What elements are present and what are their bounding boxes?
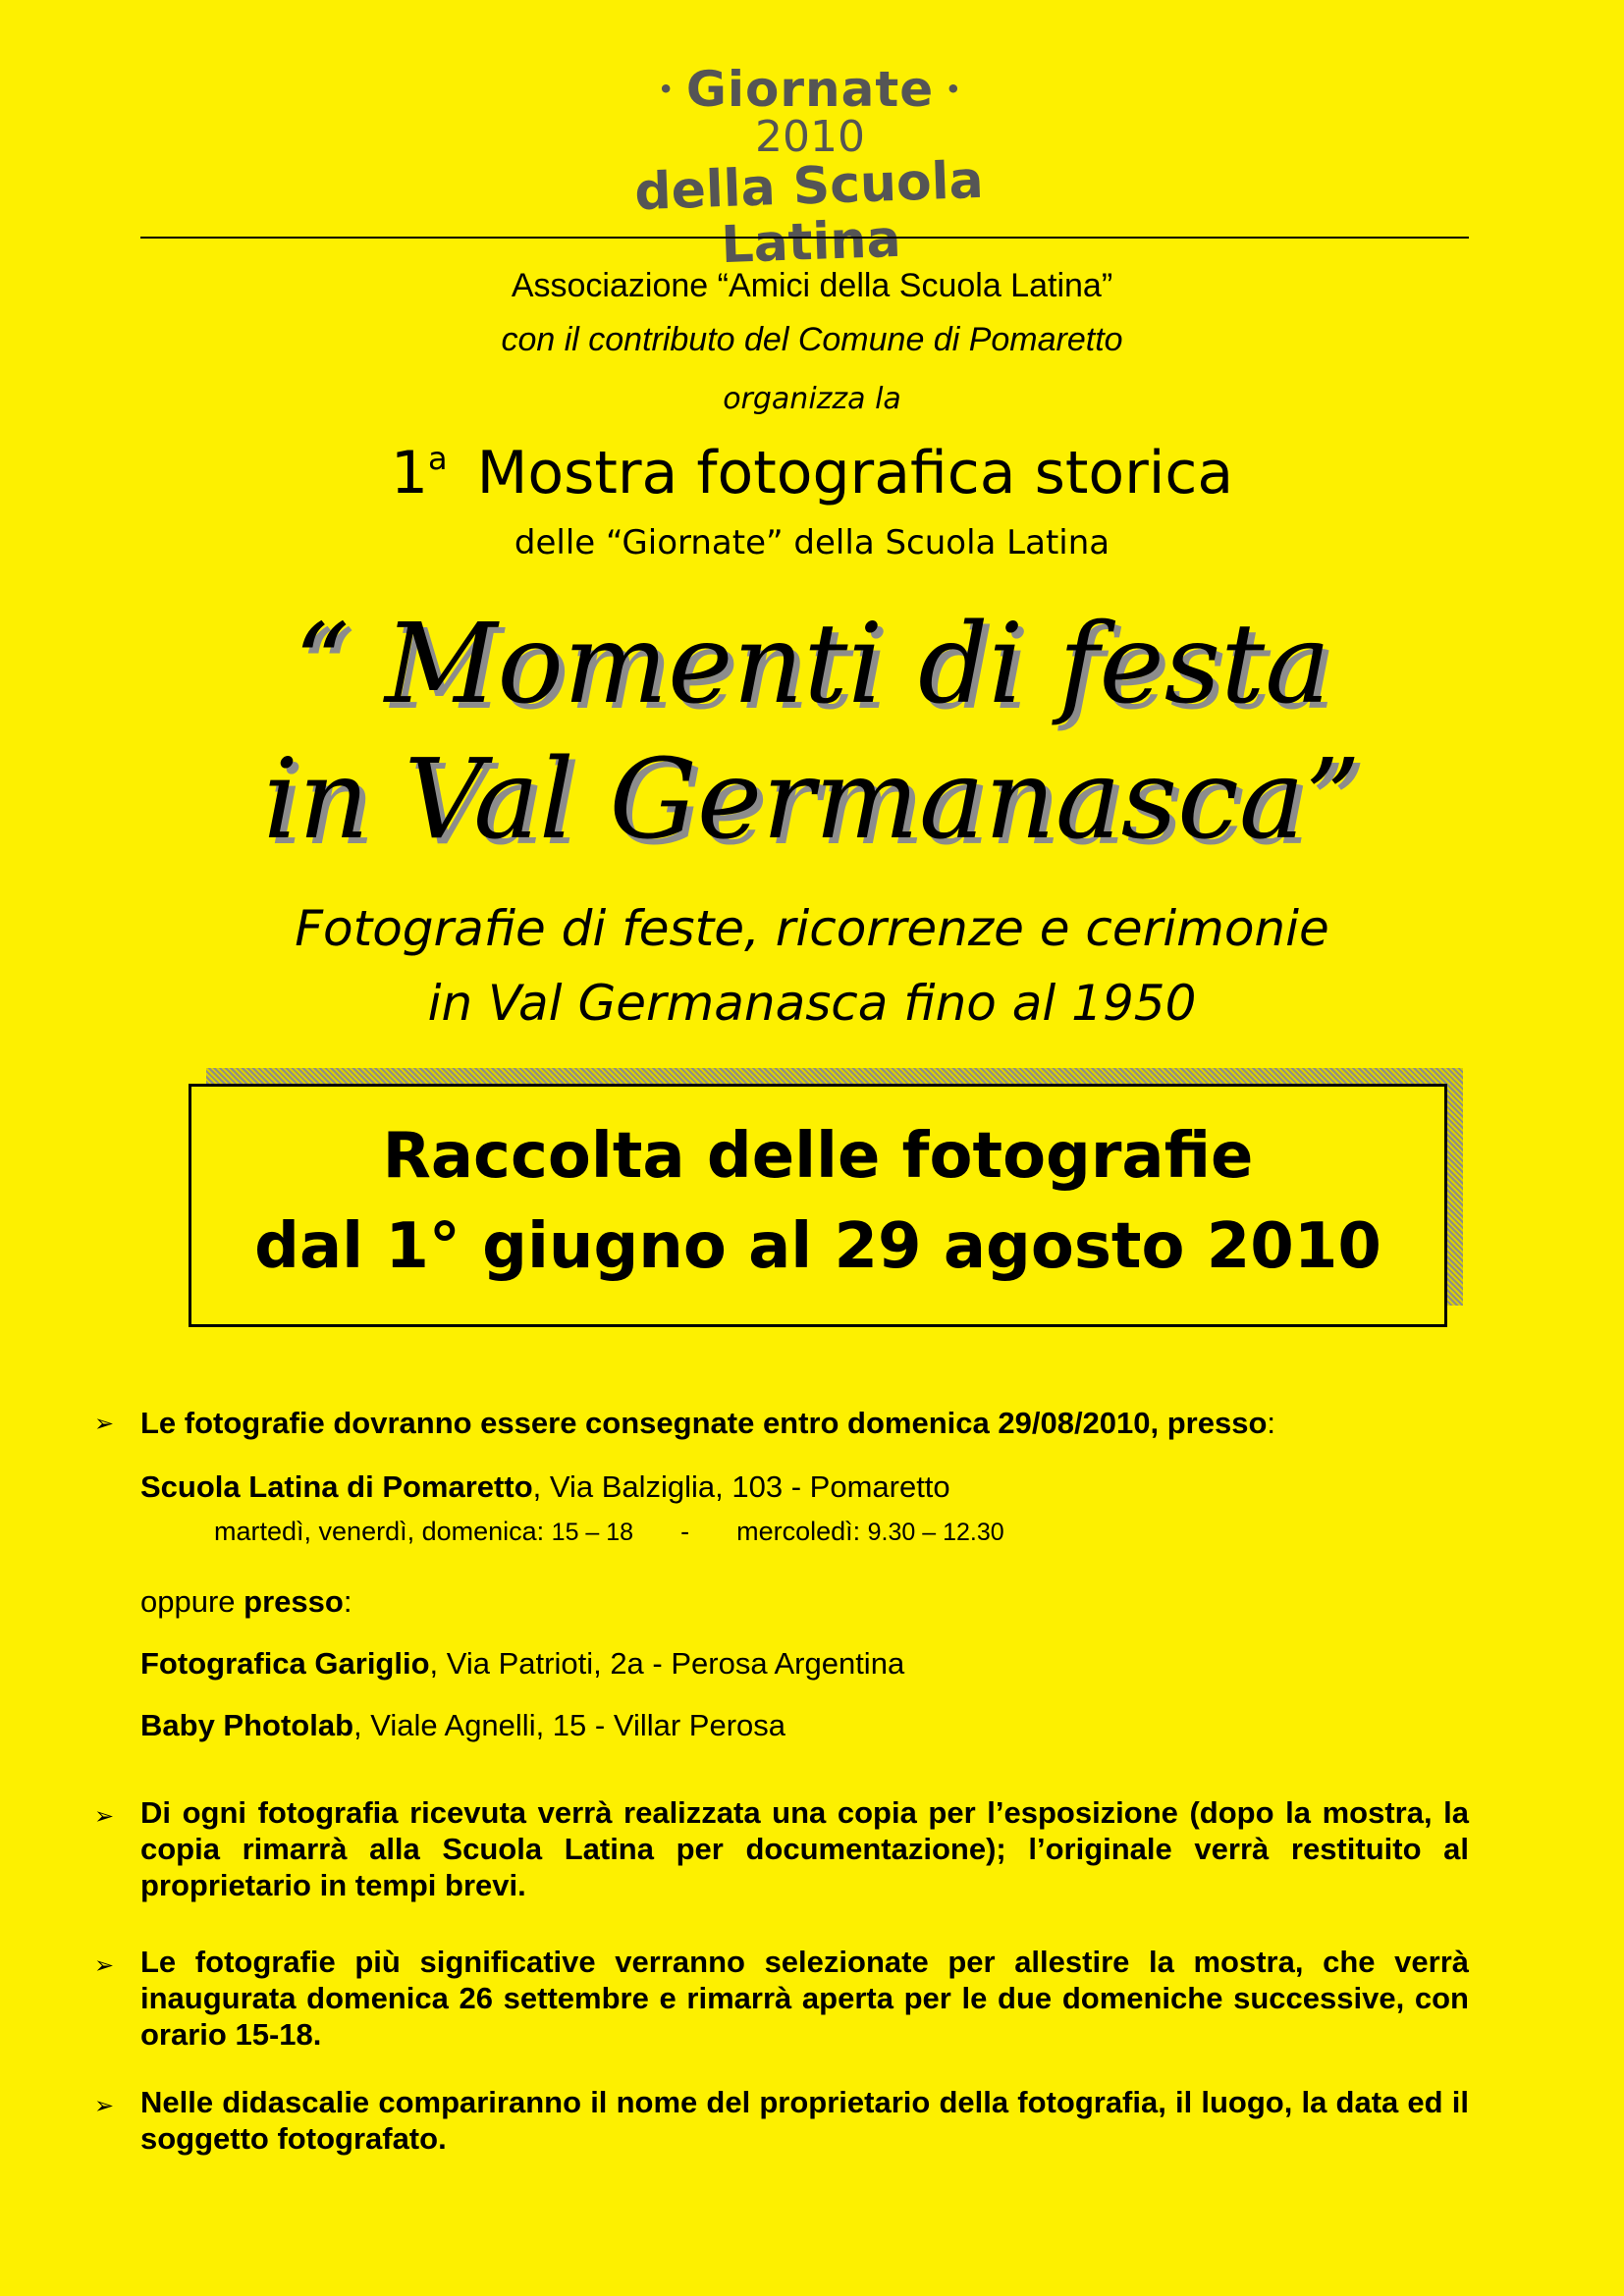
exhibition-subtitle: delle “Giornate” della Scuola Latina [514, 523, 1110, 562]
opening-hours [214, 1517, 1392, 1547]
hours-separator: - [680, 1517, 690, 1546]
hours-days2: mercoledì: [736, 1517, 868, 1546]
delivery-intro [140, 1406, 1469, 1441]
hours-time2: 9.30 – 12.30 [867, 1519, 1004, 1546]
exhibition-number-digit: 1 [390, 439, 428, 507]
place-scuola-latina [140, 1469, 1469, 1505]
exhibition-description-line1: Fotografie di feste, ricorrenze e cerimonie [295, 900, 1329, 957]
bullet-paragraph-copy: Di ogni fotografia ricevuta verrà realizzata una copia per l’esposizione (dopo la mostra, la copia rimarrà alla Scuola Latina per documentazione); l’originale verrà restituito al proprietario in tempi brevi. [140, 1795, 1469, 1902]
presso-colon: : [343, 1584, 352, 1619]
place2-name: Fotografica Gariglio [140, 1646, 430, 1681]
oppure-presso [140, 1584, 1469, 1620]
logo-word-giornate: Giornate [685, 61, 935, 118]
exhibition-title-text: Mostra fotografica storica [476, 439, 1234, 507]
place1-address: , Via Balziglia, 103 - Pomaretto [532, 1469, 950, 1504]
logo-dot-left: • [658, 76, 675, 103]
bullet-arrow-icon: ➢ [94, 1411, 115, 1437]
delivery-intro-colon: : [1267, 1406, 1276, 1440]
exhibition-description-line2: in Val Germanasca fino al 1950 [427, 975, 1197, 1032]
place2-address: , Via Patrioti, 2a - Perosa Argentina [429, 1646, 905, 1681]
bullet-arrow-icon: ➢ [94, 1803, 115, 1830]
bullet-paragraph-captions: Nelle didascalie compariranno il nome del proprietario della fotografia, il luogo, la data ed il soggetto fotografato. [140, 2085, 1469, 2156]
organizza-line: organizza la [723, 382, 901, 416]
exhibition-number [391, 439, 448, 507]
presso-text: presso [244, 1584, 344, 1619]
bullet-arrow-icon: ➢ [94, 1952, 115, 1979]
exhibition-name-line2: in Val Germanasca” [263, 736, 1361, 864]
place-baby-photolab [140, 1708, 1469, 1743]
place1-name: Scuola Latina di Pomaretto [140, 1469, 533, 1504]
association-name: Associazione “Amici della Scuola Latina” [511, 267, 1113, 304]
logo-title-line [589, 61, 1031, 118]
header-divider [140, 237, 1469, 239]
hours-days1: martedì, venerdì, domenica: [214, 1517, 552, 1546]
oppure-text: oppure [140, 1584, 244, 1619]
place-fotografica-gariglio [140, 1646, 1469, 1682]
exhibition-number-suffix: a [428, 440, 448, 477]
logo-school-name: della Scuola Latina [633, 150, 985, 276]
notice-box-line1: Raccolta delle fotografie [382, 1120, 1254, 1193]
contribution-line: con il contributo del Comune di Pomaretto [501, 321, 1123, 358]
exhibition-title [0, 439, 1624, 507]
exhibition-name-line1: “ Momenti di festa [293, 601, 1331, 728]
logo-dot-right: • [946, 76, 962, 103]
notice-box-line2: dal 1° giugno al 29 agosto 2010 [254, 1210, 1381, 1283]
place3-name: Baby Photolab [140, 1708, 354, 1742]
hours-time1: 15 – 18 [551, 1519, 634, 1546]
delivery-intro-text: Le fotografie dovranno essere consegnate entro domenica 29/08/2010, presso [140, 1406, 1268, 1440]
event-logo [589, 61, 1031, 276]
bullet-paragraph-exhibition: Le fotografie più significative verranno selezionate per allestire la mostra, che verrà inaugurata domenica 26 settembre e rimarrà aperta per le due domeniche successive, con orario 15-18. [140, 1945, 1469, 2052]
place3-address: , Viale Agnelli, 15 - Villar Perosa [353, 1708, 786, 1742]
logo-year: 2010 [755, 112, 865, 162]
notice-box [189, 1084, 1447, 1327]
bullet-arrow-icon: ➢ [94, 2093, 115, 2119]
